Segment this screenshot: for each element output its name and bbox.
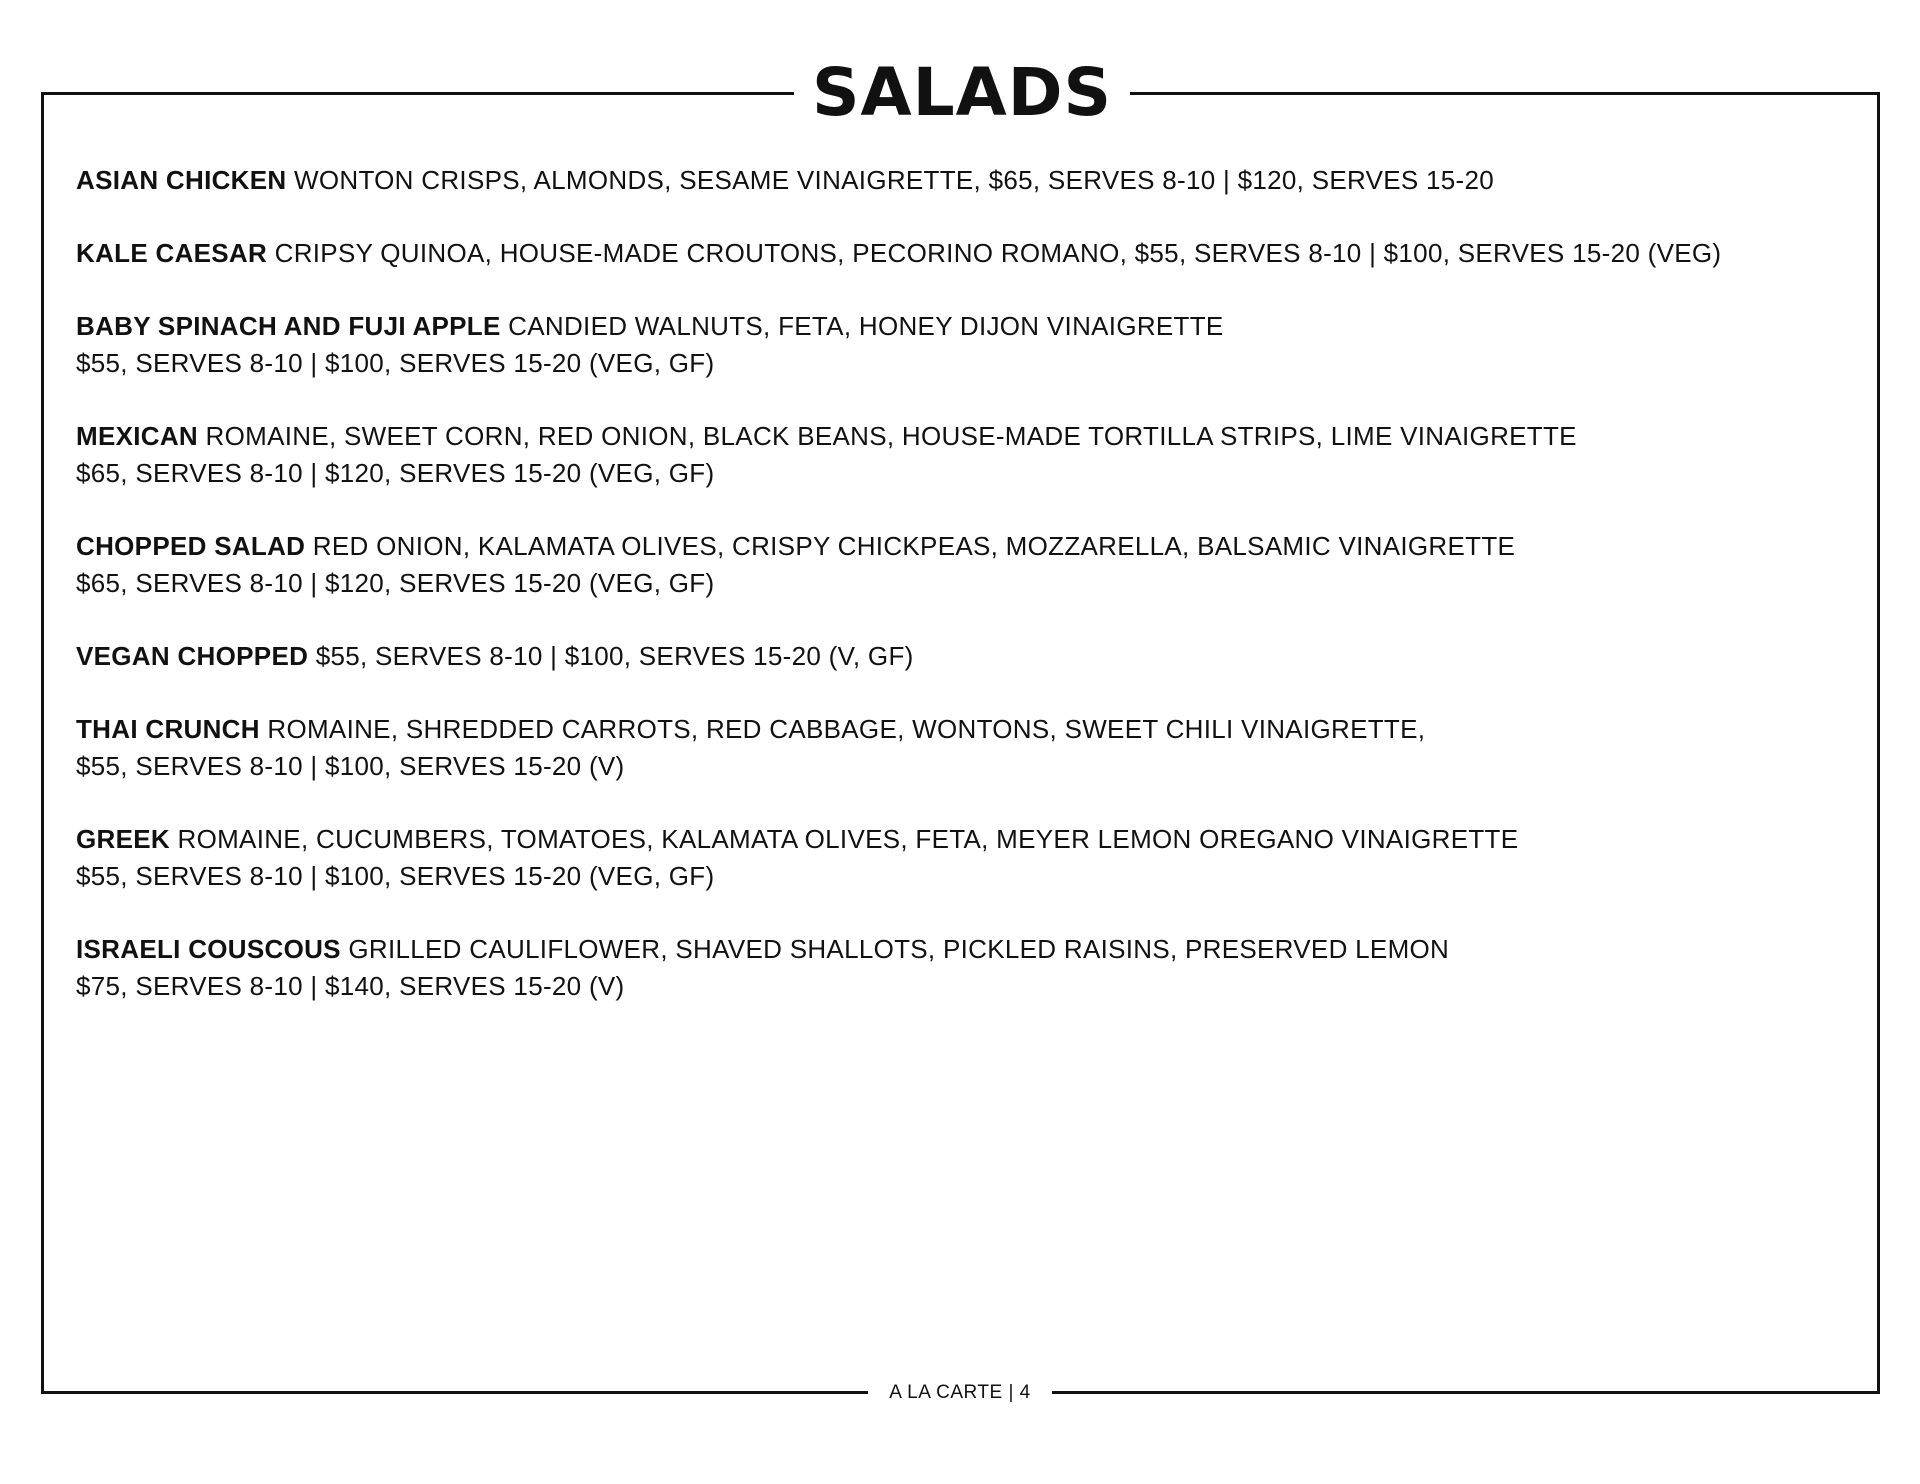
item-price: $65, SERVES 8-10 | $120, SERVES 15-20 (VEG, GF) bbox=[76, 568, 715, 598]
item-description: ROMAINE, SHREDDED CARROTS, RED CABBAGE, WONTONS, SWEET CHILI VINAIGRETTE, bbox=[267, 714, 1426, 744]
menu-item-greek bbox=[76, 821, 1856, 895]
item-name: MEXICAN bbox=[76, 421, 198, 451]
item-description: CANDIED WALNUTS, FETA, HONEY DIJON VINAIGRETTE bbox=[508, 311, 1224, 341]
page-title: SALADS bbox=[794, 48, 1130, 138]
item-description: GRILLED CAULIFLOWER, SHAVED SHALLOTS, PICKLED RAISINS, PRESERVED LEMON bbox=[348, 934, 1450, 964]
menu-item-chopped-salad bbox=[76, 528, 1856, 602]
item-description: ROMAINE, CUCUMBERS, TOMATOES, KALAMATA OLIVES, FETA, MEYER LEMON OREGANO VINAIGRETTE bbox=[177, 824, 1519, 854]
item-name: VEGAN CHOPPED bbox=[76, 641, 309, 671]
page-footer: A LA CARTE | 4 bbox=[868, 1378, 1052, 1408]
menu-item-asian-chicken bbox=[76, 162, 1856, 199]
menu-item-thai-crunch bbox=[76, 711, 1856, 785]
item-name: BABY SPINACH AND FUJI APPLE bbox=[76, 311, 501, 341]
item-price: $55, SERVES 8-10 | $100, SERVES 15-20 (V) bbox=[76, 751, 625, 781]
salad-menu-list bbox=[76, 162, 1856, 1041]
menu-item-mexican bbox=[76, 418, 1856, 492]
item-price: $55, SERVES 8-10 | $100, SERVES 15-20 (VEG, GF) bbox=[76, 861, 715, 891]
item-price: $65, SERVES 8-10 | $120, SERVES 15-20 (VEG, GF) bbox=[76, 458, 715, 488]
item-price: $55, SERVES 8-10 | $100, SERVES 15-20 (VEG, GF) bbox=[76, 348, 715, 378]
item-name: KALE CAESAR bbox=[76, 238, 268, 268]
item-description: WONTON CRISPS, ALMONDS, SESAME VINAIGRETTE, $65, SERVES 8-10 | $120, SERVES 15-20 bbox=[294, 165, 1495, 195]
item-name: THAI CRUNCH bbox=[76, 714, 260, 744]
item-description: ROMAINE, SWEET CORN, RED ONION, BLACK BEANS, HOUSE-MADE TORTILLA STRIPS, LIME VINAIGRETTE bbox=[205, 421, 1577, 451]
menu-item-kale-caesar bbox=[76, 235, 1856, 272]
item-price: $75, SERVES 8-10 | $140, SERVES 15-20 (V) bbox=[76, 971, 625, 1001]
item-description: $55, SERVES 8-10 | $100, SERVES 15-20 (V, GF) bbox=[315, 641, 914, 671]
item-name: CHOPPED SALAD bbox=[76, 531, 306, 561]
menu-item-baby-spinach bbox=[76, 308, 1856, 382]
menu-item-israeli-couscous bbox=[76, 931, 1856, 1005]
item-name: ASIAN CHICKEN bbox=[76, 165, 287, 195]
item-description: CRIPSY QUINOA, HOUSE-MADE CROUTONS, PECORINO ROMANO, $55, SERVES 8-10 | $100, SERVES 15-20 (VEG) bbox=[274, 238, 1722, 268]
item-name: ISRAELI COUSCOUS bbox=[76, 934, 341, 964]
item-description: RED ONION, KALAMATA OLIVES, CRISPY CHICKPEAS, MOZZARELLA, BALSAMIC VINAIGRETTE bbox=[312, 531, 1516, 561]
item-name: GREEK bbox=[76, 824, 170, 854]
menu-item-vegan-chopped bbox=[76, 638, 1856, 675]
